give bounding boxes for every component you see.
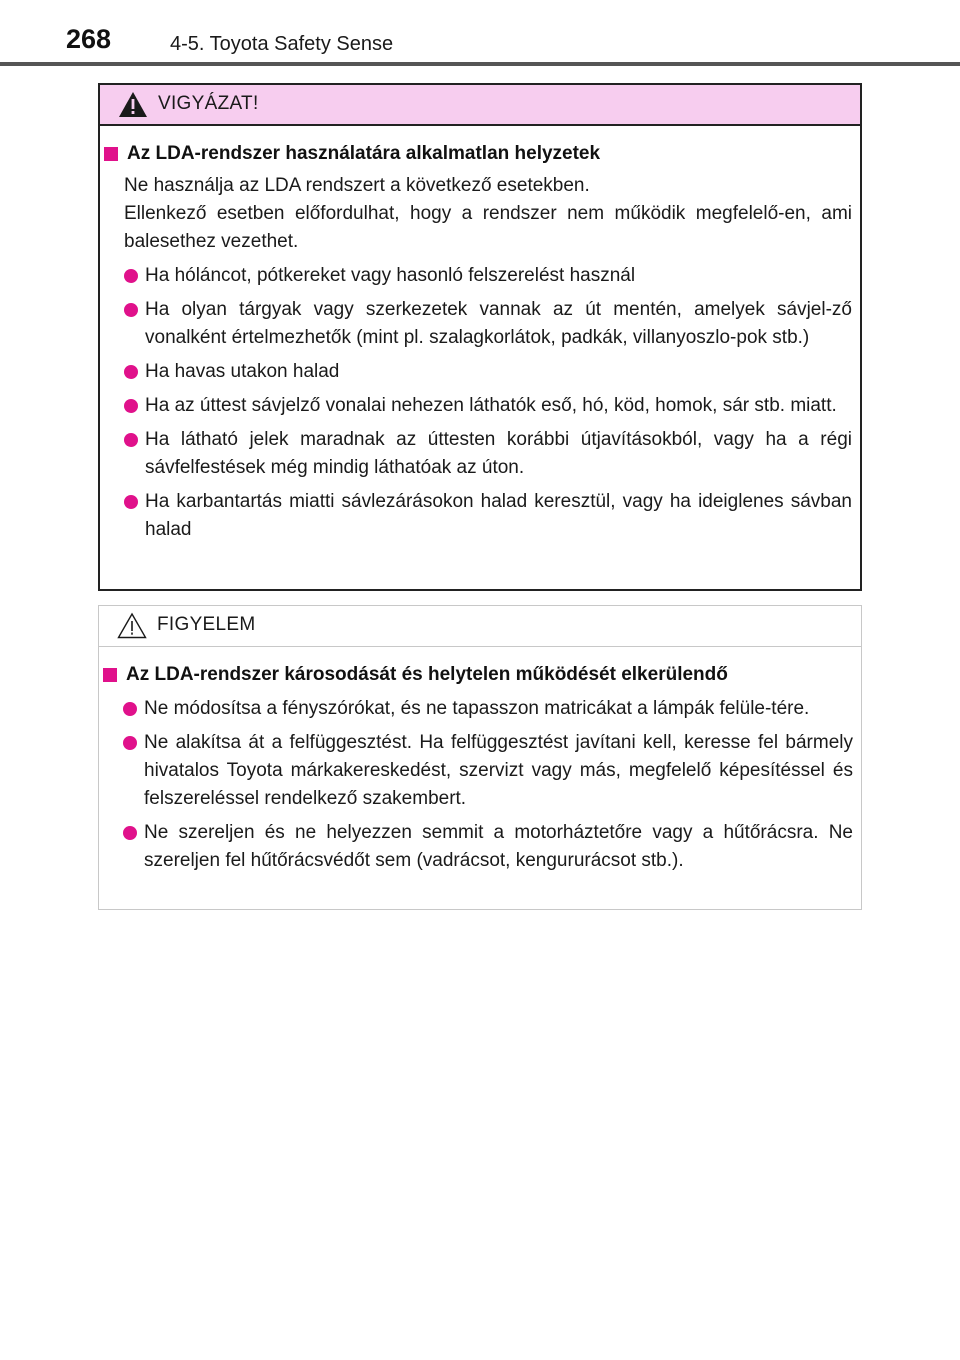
circle-bullet-icon <box>124 495 138 509</box>
circle-bullet-icon <box>124 365 138 379</box>
list-item-text: Ha az úttest sávjelző vonalai nehezen láthatók eső, hó, köd, homok, sár stb. miatt. <box>145 395 837 416</box>
notice-header <box>99 606 861 647</box>
caution-subhead <box>100 140 852 168</box>
list-item-text: Ha olyan tárgyak vagy szerkezetek vannak az út mentén, amelyek sávjel-ző vonalként értelmezhetők (mint pl. szalagkorlátok, padkák, villanyoszlo-pok stb.) <box>145 299 852 348</box>
notice-subhead <box>99 661 853 689</box>
list-item <box>100 358 852 386</box>
list-item-text: Ne alakítsa át a felfüggesztést. Ha felfüggesztést javítani kell, keresse fel bármely hivatalos Toyota márkakereskedést, szervizt vagy más, megfelelő képesítéssel és felszereléssel rendelkező szakembert. <box>144 732 853 809</box>
list-item <box>99 819 853 875</box>
list-item-text: Ha hóláncot, pótkereket vagy hasonló felszerelést használ <box>145 265 636 286</box>
circle-bullet-icon <box>124 433 138 447</box>
caution-subhead-text: Az LDA-rendszer használatára alkalmatlan helyzetek <box>127 143 601 164</box>
section-title: 4-5. Toyota Safety Sense <box>170 33 394 55</box>
square-bullet-icon <box>103 668 117 682</box>
page-header <box>0 0 960 70</box>
caution-intro-line: Ellenkező esetben előfordulhat, hogy a rendszer nem működik megfelelő-en, ami balesethez vezethet. <box>124 203 852 252</box>
caution-header <box>100 85 860 126</box>
warning-triangle-outline-icon <box>117 612 147 639</box>
circle-bullet-icon <box>123 702 137 716</box>
list-item <box>100 426 852 482</box>
notice-label: FIGYELEM <box>157 614 256 635</box>
circle-bullet-icon <box>124 399 138 413</box>
caution-body <box>100 126 860 544</box>
circle-bullet-icon <box>123 826 137 840</box>
circle-bullet-icon <box>124 303 138 317</box>
list-item <box>100 392 852 420</box>
square-bullet-icon <box>104 147 118 161</box>
warning-triangle-filled-icon <box>118 91 148 118</box>
circle-bullet-icon <box>123 736 137 750</box>
list-item-text: Ha látható jelek maradnak az úttesten korábbi útjavításokból, vagy ha a régi sávfelfestések még mindig láthatóak az úton. <box>145 429 852 478</box>
notice-subhead-text: Az LDA-rendszer károsodását és helytelen működését elkerülendő <box>126 664 728 685</box>
list-item <box>100 296 852 352</box>
notice-body <box>99 647 861 875</box>
caution-label: VIGYÁZAT! <box>158 93 259 114</box>
notice-box <box>98 605 862 910</box>
caution-intro-line: Ne használja az LDA rendszert a következő esetekben. <box>124 175 590 196</box>
caution-intro <box>100 172 852 256</box>
caution-box <box>98 83 862 591</box>
list-item-text: Ne módosítsa a fényszórókat, és ne tapasszon matricákat a lámpák felüle-tére. <box>144 698 810 719</box>
page-number: 268 <box>66 24 112 54</box>
header-rule <box>0 62 960 66</box>
list-item <box>100 488 852 544</box>
caution-list <box>100 262 852 544</box>
list-item <box>99 729 853 813</box>
circle-bullet-icon <box>124 269 138 283</box>
list-item-text: Ha karbantartás miatti sávlezárásokon halad keresztül, vagy ha ideiglenes sávban halad <box>145 491 852 540</box>
notice-list <box>99 695 853 875</box>
list-item <box>100 262 852 290</box>
list-item-text: Ne szereljen és ne helyezzen semmit a motorháztetőre vagy a hűtőrácsra. Ne szereljen fel hűtőrácsvédőt sem (vadrácsot, kengururácsot stb.). <box>144 822 853 871</box>
list-item <box>99 695 853 723</box>
list-item-text: Ha havas utakon halad <box>145 361 340 382</box>
